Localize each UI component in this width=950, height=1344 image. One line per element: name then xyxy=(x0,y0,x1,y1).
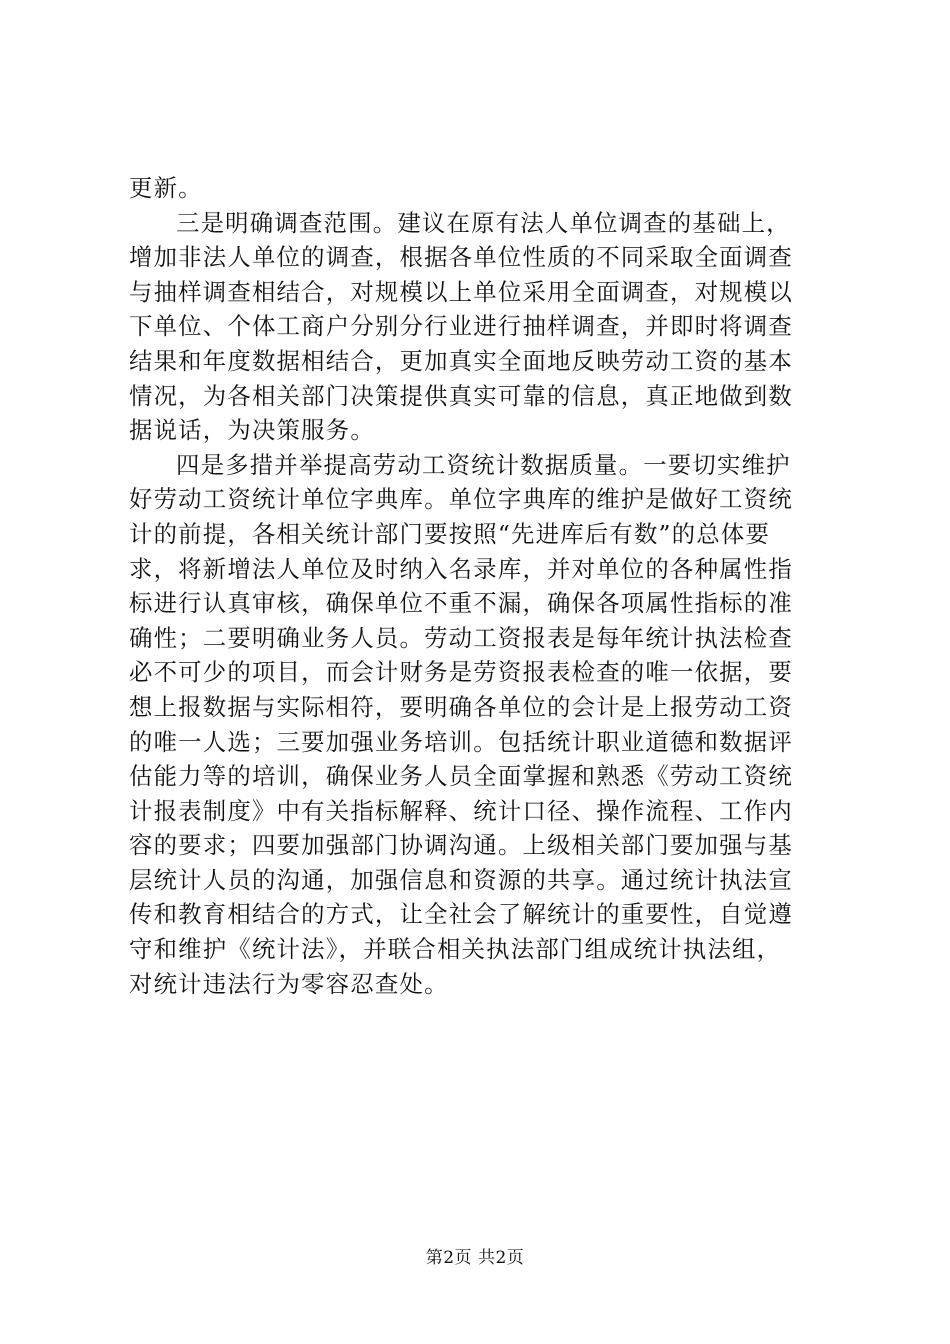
text-line: 计的前提，各相关统计部门要按照“先进库后有数”的总体要 xyxy=(129,519,771,548)
text-line: 标进行认真审核，确保单位不重不漏，确保各项属性指标的准 xyxy=(129,589,793,618)
text-line: 传和教育相结合的方式，让全社会了解统计的重要性，自觉遵 xyxy=(129,900,793,929)
text-line: 守和维护《统计法》，并联合相关执法部门组成统计执法组， xyxy=(129,935,782,964)
text-line: 层统计人员的沟通，加强信息和资源的共享。通过统计执法宣 xyxy=(129,865,793,894)
text-line: 结果和年度数据相结合，更加真实全面地反映劳动工资的基本 xyxy=(129,346,793,375)
text-line: 求，将新增法人单位及时纳入名录库，并对单位的各种属性指 xyxy=(129,554,793,583)
text-line: 容的要求；四要加强部门协调沟通。上级相关部门要加强与基 xyxy=(129,831,793,860)
text-line: 必不可少的项目，而会计财务是劳资报表检查的唯一依据，要 xyxy=(129,658,793,687)
text-line: 三是明确调查范围。建议在原有法人单位调查的基础上， xyxy=(176,208,791,237)
text-line: 好劳动工资统计单位字典库。单位字典库的维护是做好工资统 xyxy=(129,485,793,514)
text-line: 想上报数据与实际相符，要明确各单位的会计是上报劳动工资 xyxy=(129,692,793,721)
text-line: 对统计违法行为零容忍查处。 xyxy=(129,969,449,998)
text-line: 增加非法人单位的调查，根据各单位性质的不同采取全面调查 xyxy=(129,243,793,272)
text-line: 确性；二要明确业务人员。劳动工资报表是每年统计执法检查 xyxy=(129,623,793,652)
text-line: 四是多措并举提高劳动工资统计数据质量。一要切实维护 xyxy=(176,450,791,479)
text-line: 估能力等的培训，确保业务人员全面掌握和熟悉《劳动工资统 xyxy=(129,762,793,791)
document-body xyxy=(129,171,824,1001)
text-line: 情况，为各相关部门决策提供真实可靠的信息，真正地做到数 xyxy=(129,381,793,410)
text-line: 更新。 xyxy=(129,174,203,202)
text-line: 据说话，为决策服务。 xyxy=(129,416,375,445)
text-line: 计报表制度》中有关指标解释、统计口径、操作流程、工作内 xyxy=(129,796,793,825)
text-line: 与抽样调查相结合，对规模以上单位采用全面调查，对规模以 xyxy=(129,277,793,306)
page-footer: 第2页 共2页 xyxy=(425,1248,525,1268)
text-line: 的唯一人选；三要加强业务培训。包括统计职业道德和数据评 xyxy=(129,727,793,756)
text-line: 下单位、个体工商户分别分行业进行抽样调查，并即时将调查 xyxy=(129,312,793,341)
